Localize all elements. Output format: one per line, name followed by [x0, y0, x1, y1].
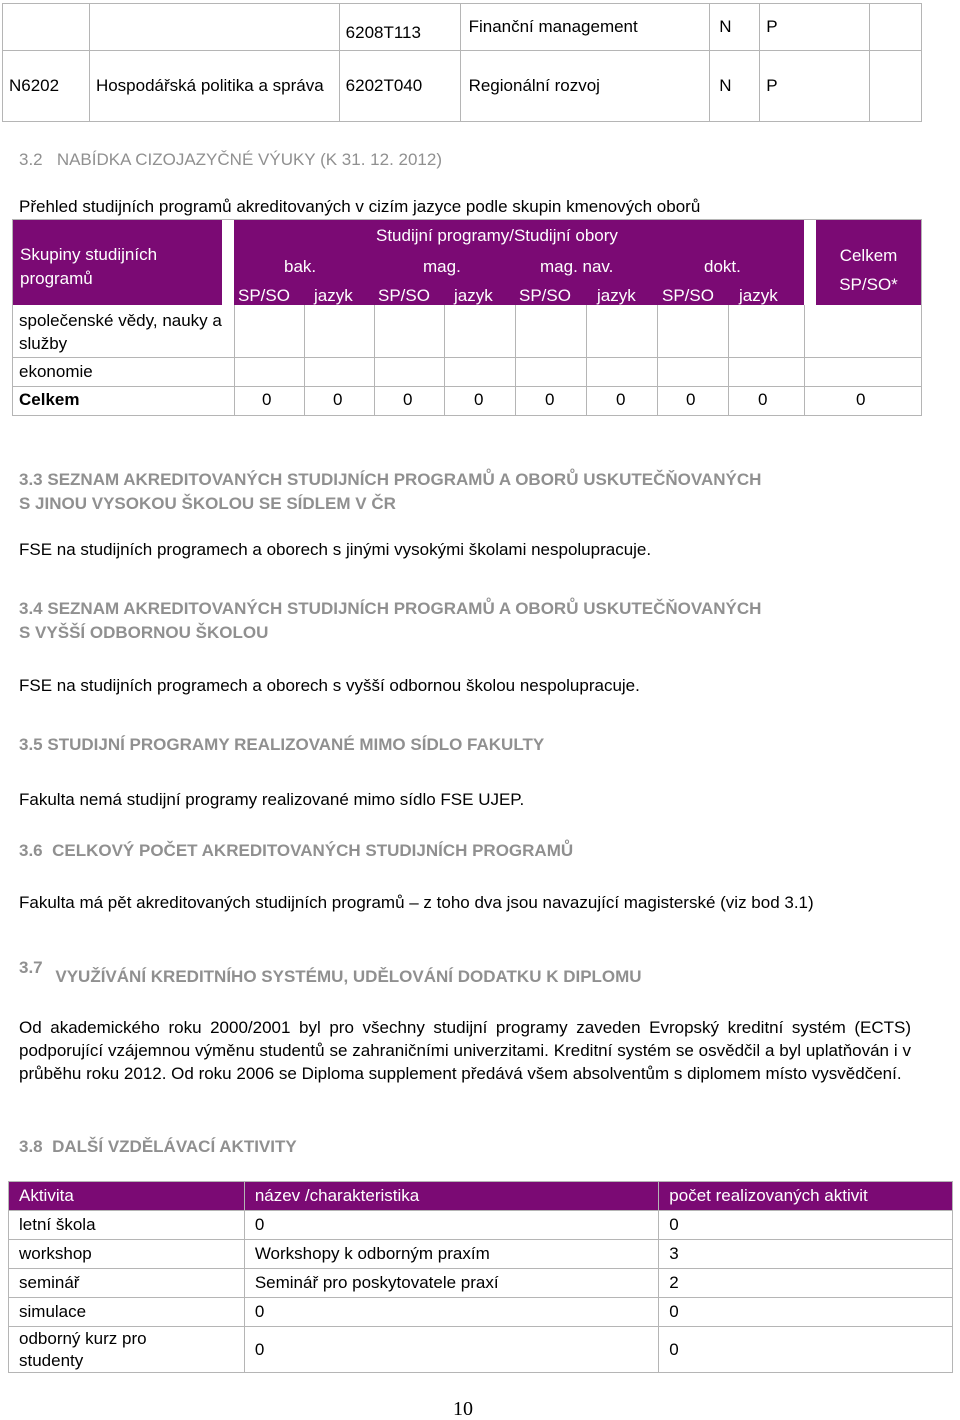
section-3-6-heading: 3.6 CELKOVÝ POČET AKREDITOVANÝCH STUDIJNÍCH PROGRAMŮ [19, 841, 574, 860]
section-3-2-intro: Přehled studijních programů akreditovaných v cizím jazyce podle skupin kmenových oborů [19, 197, 701, 216]
program-name: Hospodářská politika a správa [89, 51, 339, 122]
total-header: Celkem SP/SO* [839, 246, 898, 294]
table-row [3, 51, 922, 122]
level-bak: bak. [284, 257, 317, 276]
programs-header: Studijní programy/Studijní obory [376, 226, 618, 245]
page-number: 10 [453, 1398, 473, 1420]
section-3-7-text: Od akademického roku 2000/2001 byl pro všechny studijní programy zaveden Evropský kreditní systém (ECTS) podporující vzájemnou výměnu studentů se zahraničními univerzitami. Kreditní systém se osvědčil a byl uplatňován i v průběhu roku 2012. Od roku 2006 se Diploma supplement předává všem absolventům s diplomem místo vysvědčení. [19, 1018, 911, 1083]
level-dokt: dokt. [704, 257, 741, 276]
section-3-5-heading: 3.5 STUDIJNÍ PROGRAMY REALIZOVANÉ MIMO SÍDLO FAKULTY [19, 735, 545, 754]
section-3-3-heading: 3.3 SEZNAM AKREDITOVANÝCH STUDIJNÍCH PROGRAMŮ A OBORŮ USKUTEČŇOVANÝCH S JINOU VYSOKOU ŠKOLOU SE SÍDLEM V ČR [19, 470, 762, 513]
total-value: 0 [262, 390, 272, 409]
level-mag-nav: mag. nav. [540, 257, 614, 276]
section-3-4-heading: 3.4 SEZNAM AKREDITOVANÝCH STUDIJNÍCH PROGRAMŮ A OBORŮ USKUTEČŇOVANÝCH S VYŠŠÍ ODBORNOU ŠKOLOU [19, 599, 762, 642]
program-code: N6202 [3, 51, 90, 122]
section-3-5-text: Fakulta nemá studijní programy realizované mimo sídlo FSE UJEP. [19, 790, 525, 809]
total-value: 0 [333, 390, 343, 409]
total-value: 0 [545, 390, 555, 409]
col-header-activity: Aktivita [9, 1182, 245, 1211]
col-group-header: Skupiny studijních programů [20, 245, 158, 288]
form-code: N [710, 4, 760, 51]
field-name: Regionální rozvoj [460, 51, 710, 122]
sub-sp-so: SP/SO [238, 286, 290, 305]
section-3-8-heading: 3.8 DALŠÍ VZDĚLÁVACÍ AKTIVITY [19, 1137, 297, 1156]
table-row: workshop Workshopy k odborným praxím 3 [9, 1240, 953, 1269]
level-mag: mag. [423, 257, 461, 276]
section-3-4-text: FSE na studijních programech a oborech s vyšší odbornou školou nespolupracuje. [19, 676, 640, 695]
total-value: 0 [403, 390, 413, 409]
group-social-sciences: společenské vědy, nauky a služby [19, 311, 222, 353]
foreign-language-table [12, 219, 922, 416]
field-code: 6208T113 [339, 4, 460, 51]
table-row: letní škola 0 0 [9, 1211, 953, 1240]
table-row [3, 4, 922, 51]
group-economics: ekonomie [19, 362, 93, 381]
type-code: P [760, 4, 870, 51]
activities-table [8, 1181, 953, 1373]
section-3-6-text: Fakulta má pět akreditovaných studijních programů – z toho dva jsou navazující magisterské (viz bod 3.1) [19, 893, 814, 912]
total-label: Celkem [19, 390, 80, 409]
field-code: 6202T040 [339, 51, 460, 122]
section-3-2-heading: 3.2 NABÍDKA CIZOJAZYČNÉ VÝUKY (K 31. 12. 2012) [19, 150, 442, 169]
type-code: P [760, 51, 870, 122]
sub-jazyk: jazyk [739, 286, 778, 305]
form-code: N [710, 51, 760, 122]
total-value: 0 [856, 390, 866, 409]
total-value: 0 [616, 390, 626, 409]
sub-sp-so: SP/SO [662, 286, 714, 305]
program-code [3, 4, 90, 51]
table-row: odborný kurz pro studenty 0 0 [9, 1327, 953, 1373]
table-row: simulace 0 0 [9, 1298, 953, 1327]
sub-sp-so: SP/SO [378, 286, 430, 305]
col-header-name: název /charakteristika [244, 1182, 658, 1211]
table-header-row [9, 1182, 953, 1211]
section-3-3-text: FSE na studijních programech a oborech s jinými vysokými školami nespolupracuje. [19, 540, 652, 559]
table-row: seminář Seminář pro poskytovatele praxí 2 [9, 1269, 953, 1298]
col-header-count: počet realizovaných aktivit [659, 1182, 953, 1211]
sub-jazyk: jazyk [597, 286, 636, 305]
program-name [89, 4, 339, 51]
section-3-7-heading: 3.7 VYUŽÍVÁNÍ KREDITNÍHO SYSTÉMU, UDĚLOVÁNÍ DODATKU K DIPLOMU [19, 958, 642, 986]
sub-jazyk: jazyk [454, 286, 493, 305]
total-value: 0 [686, 390, 696, 409]
programs-table [2, 3, 922, 122]
total-value: 0 [758, 390, 768, 409]
total-value: 0 [474, 390, 484, 409]
sub-jazyk: jazyk [314, 286, 353, 305]
field-name: Finanční management [460, 4, 710, 51]
sub-sp-so: SP/SO [519, 286, 571, 305]
